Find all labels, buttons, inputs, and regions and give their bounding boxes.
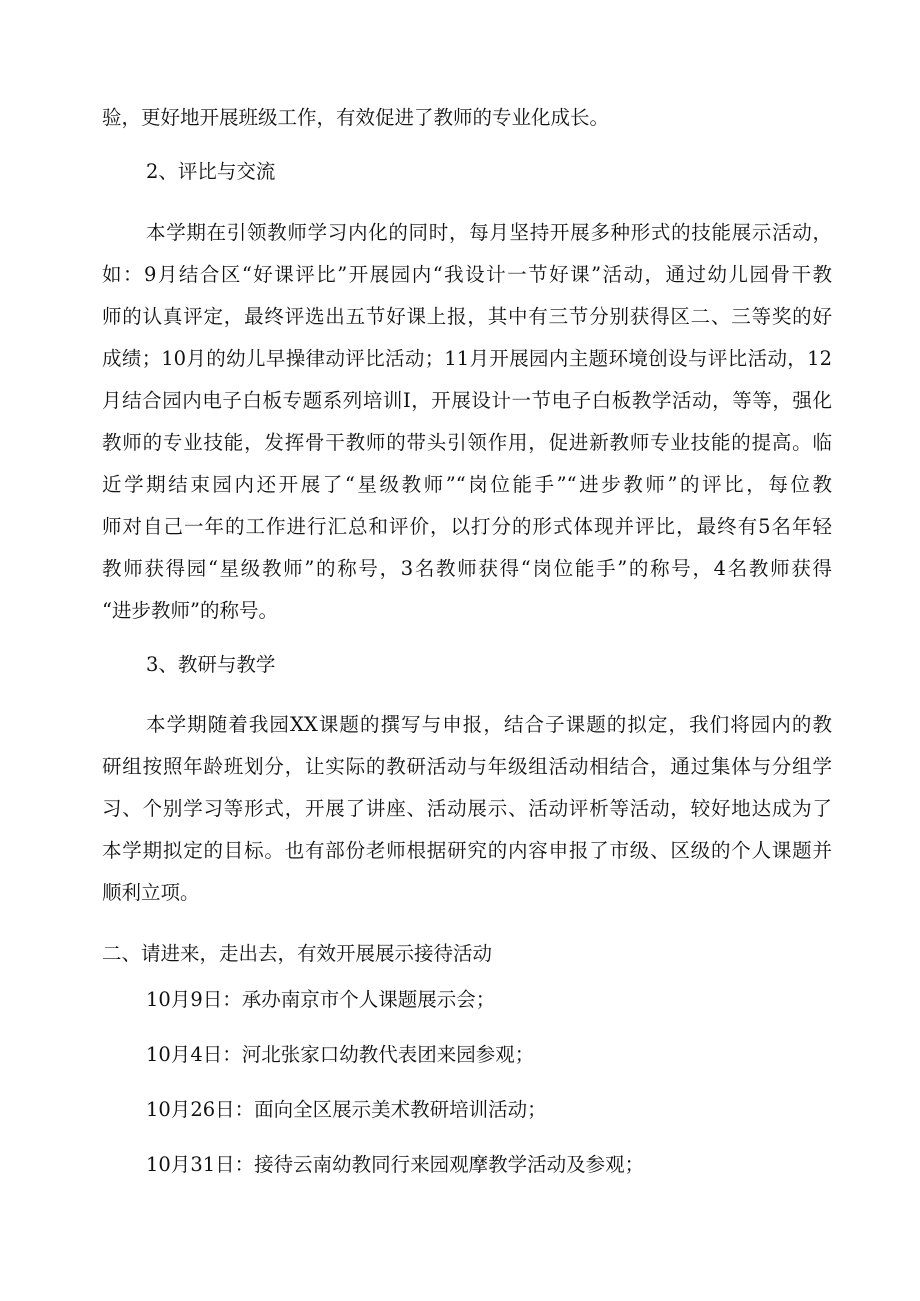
paragraph-2-line-9: 教师获得园“星级教师”的称号，3名教师获得“岗位能手”的称号，4名教师获得: [102, 557, 832, 580]
paragraph-3-line-2: 研组按照年龄班划分，让实际的教研活动与年级组活动相结合，通过集体与分组学: [102, 755, 832, 778]
paragraph-3-line-5: 顺利立项。: [102, 881, 200, 904]
paragraph-2-line-10: “进步教师”的称号。: [102, 599, 278, 622]
paragraph-3-line-3: 习、个别学习等形式，开展了讲座、活动展示、活动评析等活动，较好地达成为了: [102, 797, 832, 820]
paragraph-2-line-6: 教师的专业技能，发挥骨干教师的带头引领作用，促进新教师专业技能的提高。临: [102, 431, 832, 454]
paragraph-2-line-2: 如：9月结合区“好课评比”开展园内“我设计一节好课”活动，通过幼儿园骨干教: [102, 263, 832, 286]
paragraph-3-line-1: 本学期随着我园XX课题的撰写与申报，结合子课题的拟定，我们将园内的教: [146, 713, 832, 736]
paragraph-2-line-3: 师的认真评定，最终评选出五节好课上报，其中有三节分别获得区二、三等奖的好: [102, 305, 832, 328]
paragraph-3-line-4: 本学期拟定的目标。也有部份老师根据研究的内容申报了市级、区级的个人课题并: [102, 839, 832, 862]
paragraph-2-line-1: 本学期在引领教师学习内化的同时，每月坚持开展多种形式的技能展示活动，: [146, 221, 832, 244]
paragraph-2-line-5: 月结合园内电子白板专题系列培训I，开展设计一节电子白板教学活动，等等，强化: [102, 389, 832, 412]
paragraph-2-line-4: 成绩；10月的幼儿早操律动评比活动；11月开展园内主题环境创设与评比活动，12: [102, 347, 832, 370]
section-heading-two: 二、请进来，走出去，有效开展展示接待活动: [102, 942, 493, 965]
event-list-item-3: 10月26日：面向全区展示美术教研培训活动；: [146, 1098, 547, 1121]
event-list-item-2: 10月4日：河北张家口幼教代表团来园参观；: [146, 1043, 535, 1066]
event-list-item-1: 10月9日：承办南京市个人课题展示会；: [146, 988, 496, 1011]
section-heading-2: 2、评比与交流: [146, 160, 276, 183]
section-heading-3: 3、教研与教学: [146, 653, 276, 676]
paragraph-2-line-8: 师对自己一年的工作进行汇总和评价，以打分的形式体现并评比，最终有5名年轻: [102, 515, 832, 538]
paragraph-1-line-end: 验，更好地开展班级工作，有效促进了教师的专业化成长。: [102, 106, 610, 129]
paragraph-2-line-7: 近学期结束园内还开展了“星级教师”“岗位能手”“进步教师”的评比，每位教: [102, 473, 832, 496]
event-list-item-4: 10月31日：接待云南幼教同行来园观摩教学活动及参观；: [146, 1153, 645, 1176]
